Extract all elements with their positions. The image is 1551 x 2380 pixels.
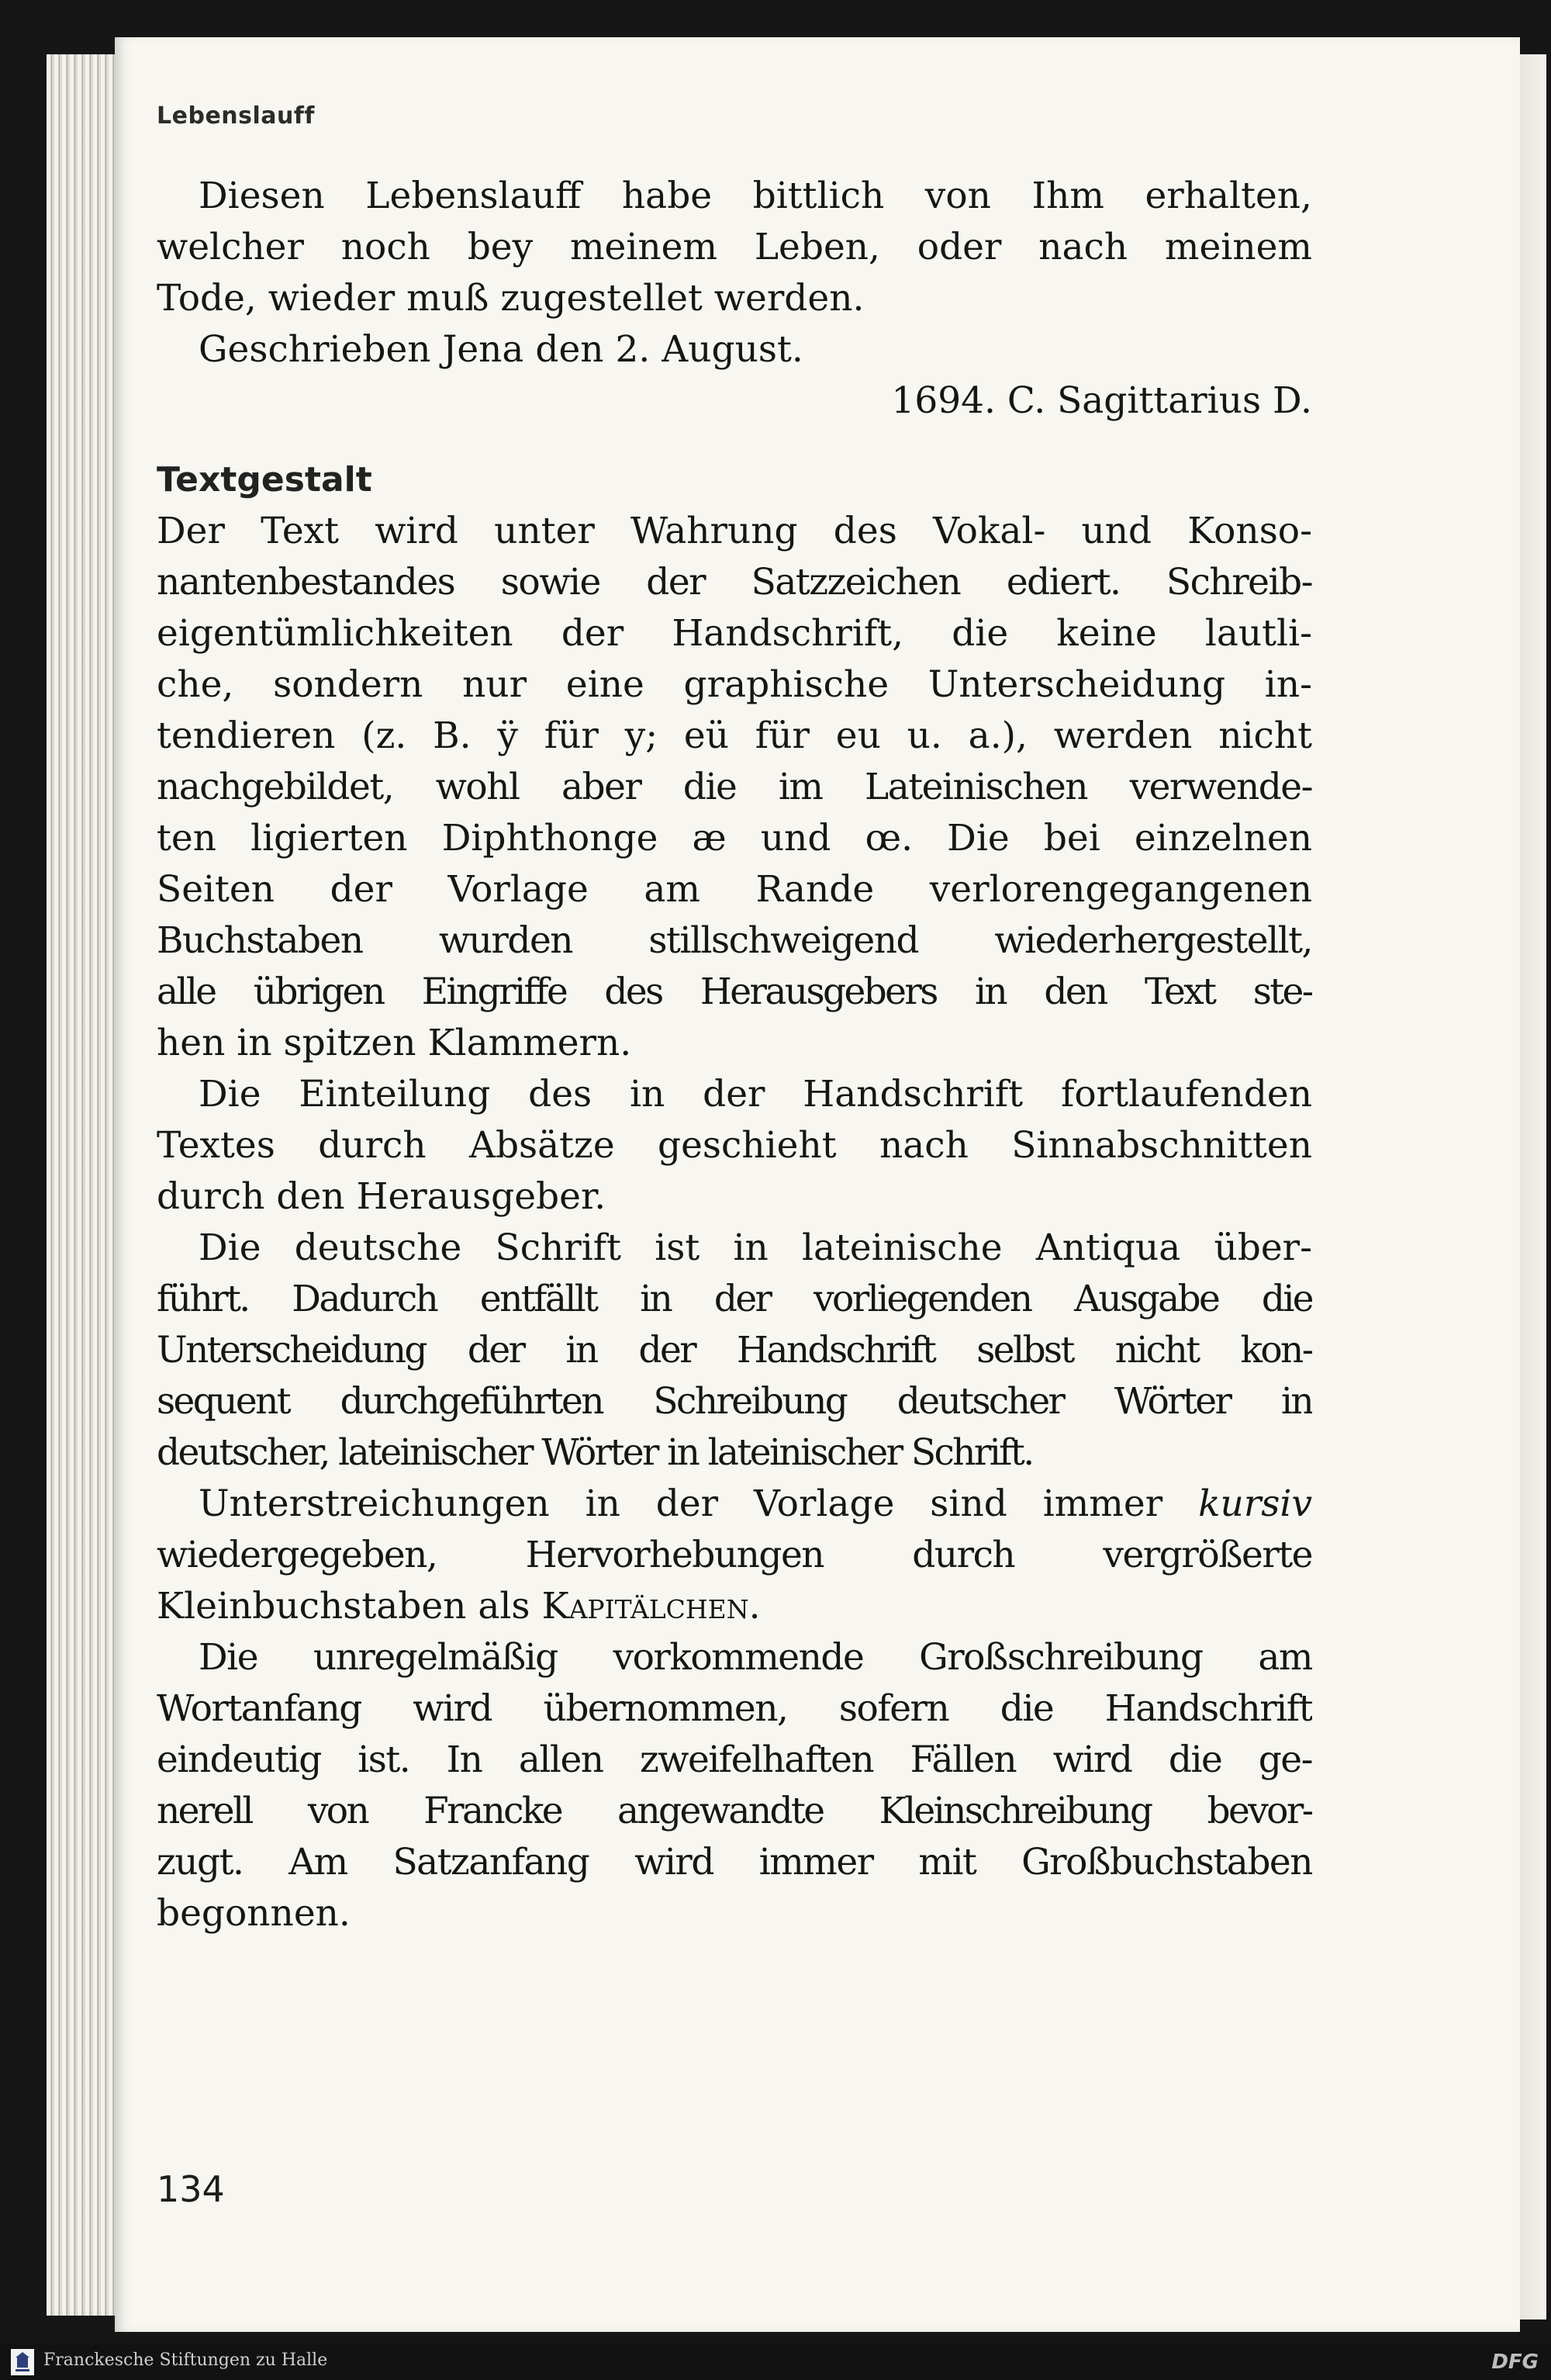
text-line: tendieren (z. B. ÿ für y; eü für eu u. a.), werden nicht [157,714,1312,757]
text-line: Der Text wird unter Wahrung des Vokal- und Konso- [157,510,1312,552]
text-run: . [748,1585,761,1628]
signature-line: 1694. C. Sagittarius D. [891,379,1312,422]
text-run: Kleinbuchstaben als [157,1585,530,1628]
text-line: eindeutig ist. In allen zweifelhaften Fällen wird die ge- [157,1738,1312,1781]
text-line: sequent durchgeführten Schreibung deutscher Wörter in [157,1380,1312,1423]
text-line: hen in spitzen Klammern. [157,1022,632,1064]
text-line: che, sondern nur eine graphische Unterscheidung in- [157,663,1312,706]
section-heading: Textgestalt [157,460,372,500]
text-block [157,171,1312,1939]
text-line: Tode, wieder muß zugestellet werden. [157,277,865,320]
paragraph-4 [157,1479,1312,1632]
paragraph-3 [157,1223,1312,1479]
page-number: 134 [157,2168,225,2210]
date-line: Geschrieben Jena den 2. August. [199,328,803,371]
paragraph-5 [157,1632,1312,1939]
italic-example: kursiv [1198,1482,1312,1525]
text-line: eigentümlichkeiten der Handschrift, die keine lautli- [157,612,1312,655]
text-line: nerell von Francke angewandte Kleinschreibung bevor- [157,1790,1312,1832]
small-caps-example: Kapitälchen [541,1585,749,1628]
text-line: welcher noch bey meinem Leben, oder nach meinem [157,226,1312,268]
text-line: durch den Herausgeber. [157,1175,606,1218]
book-page-edges [47,54,118,2316]
text-line: Textes durch Absätze geschieht nach Sinnabschnitten [157,1124,1312,1167]
running-head: Lebenslauff [157,102,315,130]
text-line: ten ligierten Diphthonge æ und œ. Die bei einzelnen [157,817,1312,860]
text-line: alle übrigen Eingriffe des Herausgebers in den Text ste- [157,970,1312,1013]
text-line: führt. Dadurch entfällt in der vorliegenden Ausgabe die [157,1278,1312,1320]
text-line: Buchstaben wurden stillschweigend wiederhergestellt, [157,919,1312,962]
text-line: Die Einteilung des in der Handschrift fortlaufenden [199,1073,1312,1116]
text-line: Seiten der Vorlage am Rande verlorengegangenen [157,868,1312,911]
text-run: Unterstreichungen in der Vorlage sind immer [199,1482,1163,1525]
text-line [157,1581,1312,1632]
text-line: Die deutsche Schrift ist in lateinische Antiqua über- [199,1226,1312,1269]
paragraph-2 [157,1069,1312,1223]
text-line: Unterscheidung der in der Handschrift selbst nicht kon- [157,1329,1312,1372]
text-line [157,1479,1312,1530]
text-line: zugt. Am Satzanfang wird immer mit Großbuchstaben [157,1841,1312,1884]
text-line: nantenbestandes sowie der Satzzeichen ediert. Schreib- [157,561,1312,604]
text-line: deutscher, lateinischer Wörter in lateinischer Schrift. [157,1431,1033,1474]
text-line: Die unregelmäßig vorkommende Großschreibung am [199,1636,1312,1679]
paragraph-1 [157,506,1312,1069]
text-line: begonnen. [157,1892,351,1935]
text-line: nachgebildet, wohl aber die im Lateinischen verwende- [157,766,1312,808]
text-line: Diesen Lebenslauff habe bittlich von Ihm erhalten, [199,175,1312,217]
funder-logo: DFG [1491,2351,1539,2374]
foundation-emblem-icon [11,2349,34,2375]
text-line: wiedergegeben, Hervorhebungen durch vergrößerte [157,1534,1312,1576]
closing-paragraph [157,171,1312,324]
institution-credit: Franckesche Stiftungen zu Halle [43,2351,328,2370]
text-line: Wortanfang wird übernommen, sofern die Handschrift [157,1687,1312,1730]
